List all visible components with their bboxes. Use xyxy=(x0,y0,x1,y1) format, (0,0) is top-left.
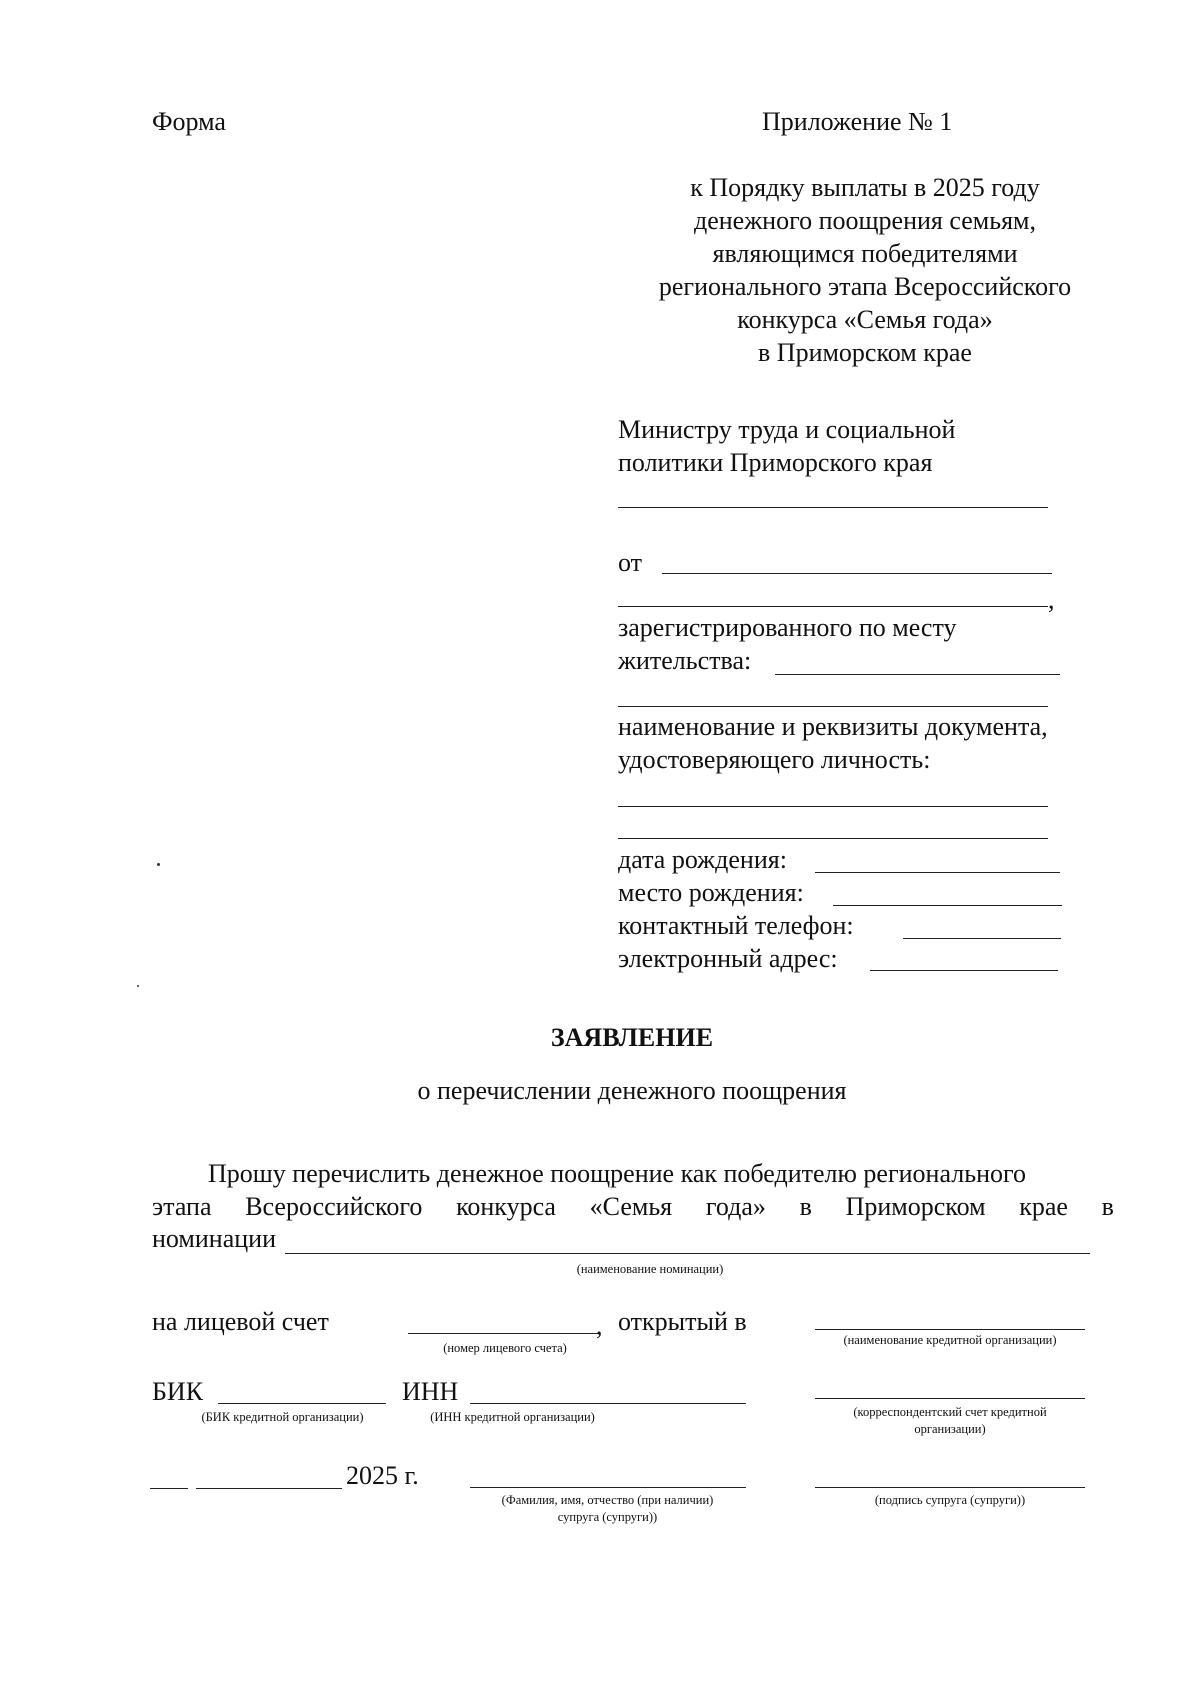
account-label: на лицевой счет xyxy=(152,1307,329,1336)
applicant-name-comma: , xyxy=(1048,585,1055,614)
appendix-line-5: конкурса «Семья года» xyxy=(737,305,993,334)
registered-line-2: жительства: xyxy=(618,646,752,675)
year-label: 2025 г. xyxy=(346,1461,419,1490)
statement-word: «Семья xyxy=(589,1192,673,1221)
scan-speck xyxy=(137,985,139,987)
account-number-blank[interactable] xyxy=(408,1333,598,1334)
inn-label: ИНН xyxy=(402,1377,459,1406)
email-blank[interactable] xyxy=(870,970,1058,971)
applicant-name-blank-1[interactable] xyxy=(662,573,1052,574)
phone-blank[interactable] xyxy=(903,938,1061,939)
from-label: от xyxy=(618,548,643,577)
date-day-blank[interactable] xyxy=(150,1488,188,1489)
birth-place-label: место рождения: xyxy=(618,878,804,907)
account-number-caption: (номер лицевого счета) xyxy=(443,1341,567,1355)
statement-word: конкурса xyxy=(456,1192,556,1221)
signature-caption: (подпись супруга (супруги)) xyxy=(874,1493,1026,1507)
appendix-label: Приложение № 1 xyxy=(762,107,953,136)
birth-date-blank[interactable] xyxy=(815,872,1060,873)
statement-word: в xyxy=(1101,1192,1114,1221)
statement-word: в xyxy=(799,1192,812,1221)
registered-line-1: зарегистрированного по месту xyxy=(618,613,957,642)
appendix-line-6: в Приморском крае xyxy=(758,338,972,367)
statement-word: Всероссийского xyxy=(245,1192,423,1221)
addressee-line-2: политики Приморского края xyxy=(618,448,933,477)
bik-blank[interactable] xyxy=(218,1403,386,1404)
inn-caption: (ИНН кредитной организации) xyxy=(430,1410,595,1424)
document-blank-1[interactable] xyxy=(618,806,1048,807)
signature-blank[interactable] xyxy=(815,1487,1085,1488)
appendix-line-2: денежного поощрения семьям, xyxy=(694,206,1036,235)
bik-caption: (БИК кредитной организации) xyxy=(201,1410,364,1424)
account-comma: , xyxy=(596,1311,603,1340)
nomination-label: номинации xyxy=(152,1224,276,1253)
corr-account-caption-2: организации) xyxy=(914,1422,986,1436)
statement-word: года» xyxy=(705,1192,766,1221)
nomination-caption: (наименование номинации) xyxy=(576,1262,724,1276)
document-line-2: удостоверяющего личность: xyxy=(618,745,931,774)
address-blank-1[interactable] xyxy=(775,674,1060,675)
scan-speck xyxy=(157,863,160,866)
appendix-line-3: являющимся победителями xyxy=(712,239,1018,268)
email-label: электронный адрес: xyxy=(618,944,838,973)
address-blank-2[interactable] xyxy=(618,706,1048,707)
phone-label: контактный телефон: xyxy=(618,911,854,940)
bank-name-caption: (наименование кредитной организации) xyxy=(843,1333,1057,1347)
statement-line-2 xyxy=(152,1191,1114,1223)
statement-subtitle: о перечислении денежного поощрения xyxy=(417,1076,847,1105)
document-line-1: наименование и реквизиты документа, xyxy=(618,712,1048,741)
nomination-blank[interactable] xyxy=(285,1253,1090,1254)
fio-blank[interactable] xyxy=(470,1487,746,1488)
statement-line-1: Прошу перечислить денежное поощрение как победителю регионального xyxy=(208,1159,1026,1188)
statement-word: этапа xyxy=(152,1192,212,1221)
applicant-name-blank-2[interactable] xyxy=(618,606,1048,607)
bik-label: БИК xyxy=(152,1377,204,1406)
statement-word: крае xyxy=(1019,1192,1068,1221)
inn-blank[interactable] xyxy=(470,1403,746,1404)
document-blank-2[interactable] xyxy=(618,838,1048,839)
fio-caption-1: (Фамилия, имя, отчество (при наличии) xyxy=(501,1493,714,1507)
addressee-line-1: Министру труда и социальной xyxy=(618,415,956,444)
corr-account-caption-1: (корреспондентский счет кредитной xyxy=(853,1405,1047,1419)
birth-date-label: дата рождения: xyxy=(618,845,787,874)
opened-in-label: открытый в xyxy=(618,1307,747,1336)
statement-title: ЗАЯВЛЕНИЕ xyxy=(550,1023,714,1052)
minister-name-blank[interactable] xyxy=(618,507,1048,508)
appendix-line-1: к Порядку выплаты в 2025 году xyxy=(690,173,1040,202)
corr-account-blank[interactable] xyxy=(815,1398,1085,1399)
bank-name-blank[interactable] xyxy=(815,1329,1085,1330)
birth-place-blank[interactable] xyxy=(833,905,1062,906)
fio-caption-2: супруга (супруги)) xyxy=(557,1510,658,1524)
statement-word: Приморском xyxy=(845,1192,986,1221)
form-label: Форма xyxy=(152,107,226,136)
date-month-blank[interactable] xyxy=(196,1488,342,1489)
appendix-line-4: регионального этапа Всероссийского xyxy=(658,272,1072,301)
